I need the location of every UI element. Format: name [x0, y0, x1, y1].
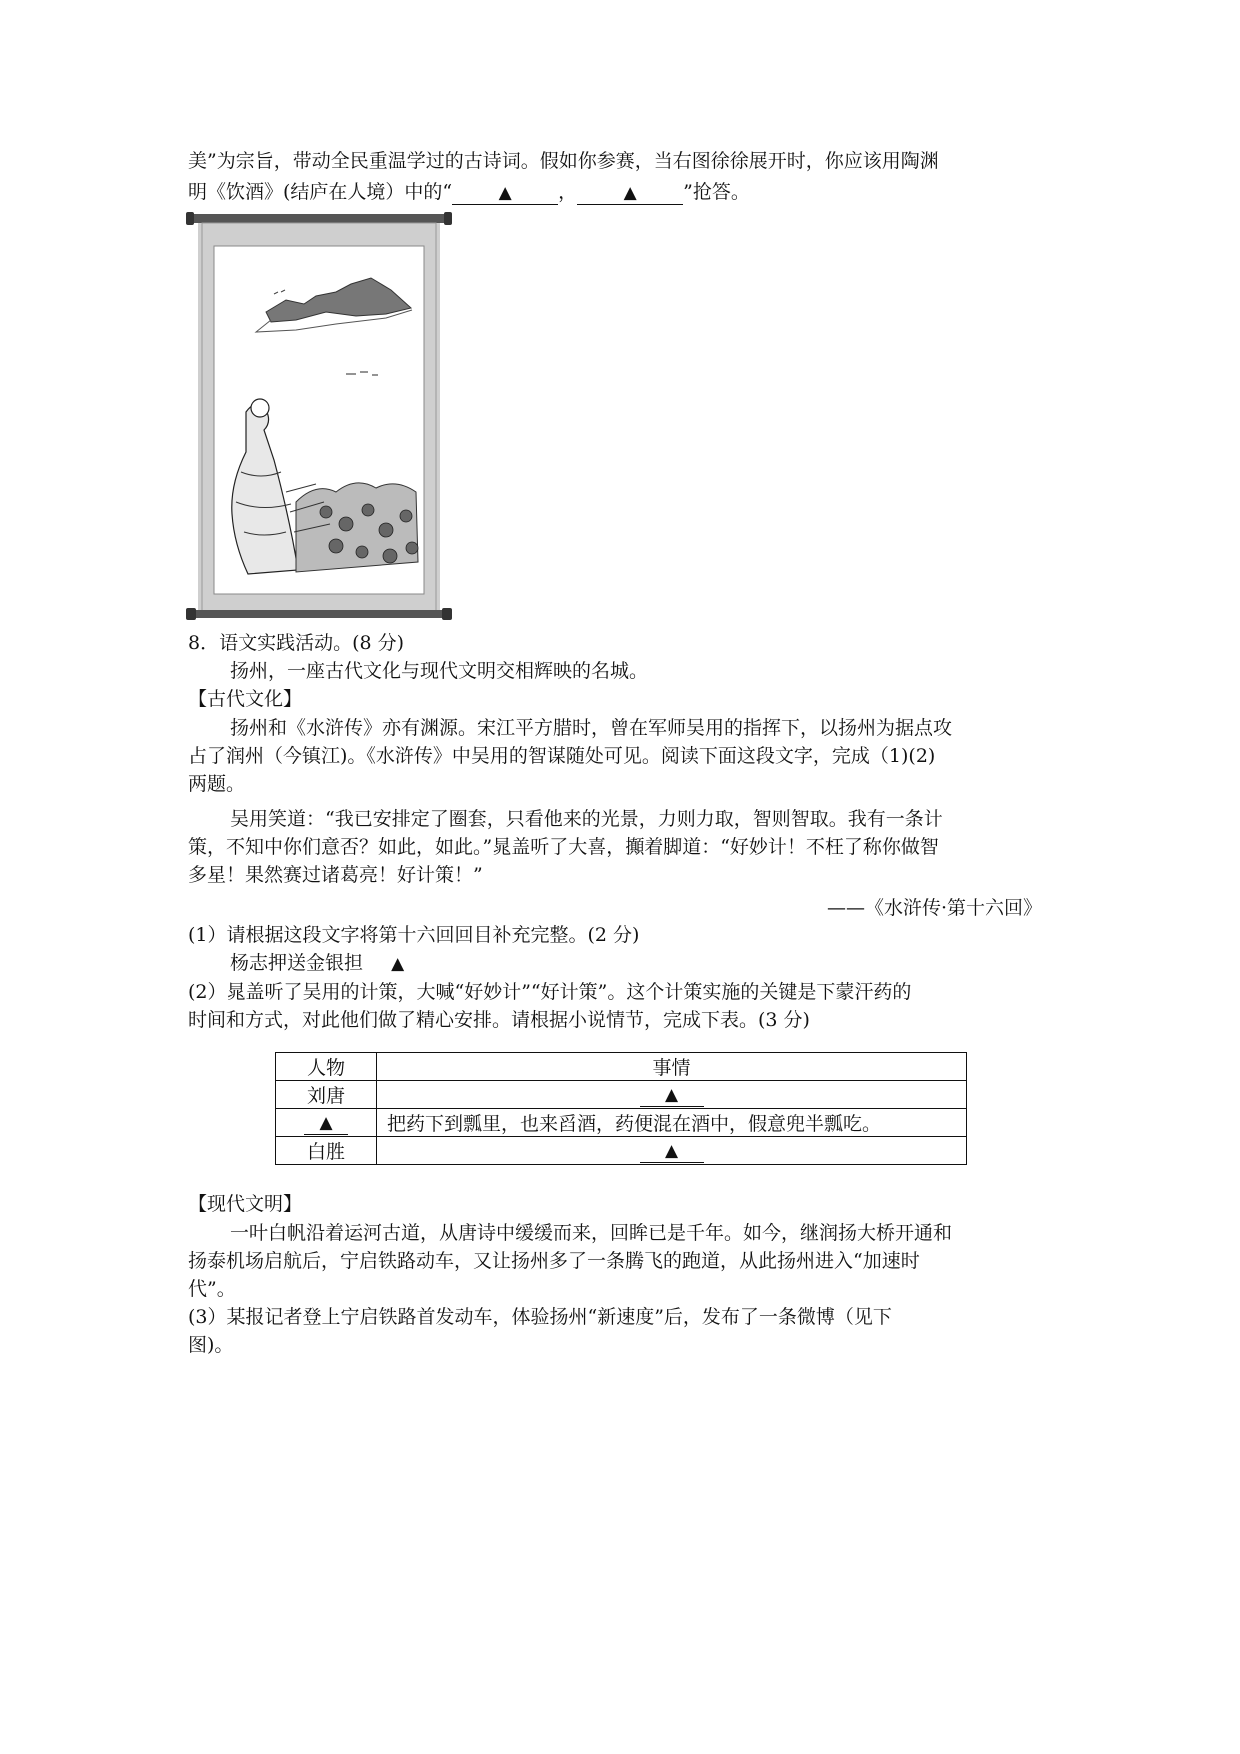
section-ancient-culture: 【古代文化】 [188, 688, 303, 710]
section-modern-civilization: 【现代文明】 [188, 1193, 303, 1215]
quote-line1: 吴用笑道：“我已安排定了圈套，只看他来的光景，力则力取，智则智取。我有一条计 [230, 808, 943, 830]
table-header-row [276, 1053, 967, 1081]
poem-question-prefix: 明《饮酒》(结庐在人境）中的“ [188, 181, 453, 203]
event-cell: ▲ [377, 1137, 967, 1165]
q8-title: 8．语文实践活动。(8 分) [188, 632, 405, 654]
event-cell: ▲ [377, 1081, 967, 1109]
comma: ， [558, 181, 578, 203]
paragraph1-line2: 占了润州（今镇江)。《水浒传》中吴用的智谋随处可见。阅读下面这段文字，完成（1)(2) [188, 745, 936, 767]
poem-question-suffix: ”抢答。 [683, 181, 750, 203]
hanging-scroll-painting-icon [186, 212, 452, 624]
q8-intro: 扬州，一座古代文化与现代文明交相辉映的名城。 [230, 660, 649, 682]
paragraph2-line1: 一叶白帆沿着运河古道，从唐诗中缓缓而来，回眸已是千年。如今，继润扬大桥开通和 [230, 1222, 953, 1244]
answer-blank-chapter: ▲ [391, 954, 405, 974]
sub-question-2-line1: (2）晁盖听了吴用的计策，大喊“好妙计”“好计策”。这个计策实施的关键是下蒙汗药的 [188, 981, 912, 1003]
plot-table [275, 1052, 967, 1165]
quote-line2: 策，不知中你们意否？如此，如此。”晁盖听了大喜，攧着脚道：“好妙计！不枉了称你做智 [188, 836, 939, 858]
table-row [276, 1081, 967, 1109]
sub-question-1-answer [230, 950, 404, 977]
event-cell: 把药下到瓢里，也来舀酒，药便混在酒中，假意兜半瓢吃。 [377, 1109, 967, 1137]
poem-question-line2 [188, 179, 750, 205]
quote-line3: 多星！果然赛过诸葛亮！好计策！” [188, 864, 483, 886]
paragraph2-line2: 扬泰机场启航后，宁启铁路动车，又让扬州多了一条腾飞的跑道，从此扬州进入“加速时 [188, 1250, 920, 1272]
chapter-title-prefix: 杨志押送金银担 [230, 952, 364, 974]
paragraph2-line3: 代”。 [188, 1278, 236, 1300]
quote-source: ——《水浒传·第十六回》 [826, 897, 1042, 919]
sub-question-2-line2: 时间和方式，对此他们做了精心安排。请根据小说情节，完成下表。(3 分) [188, 1009, 810, 1031]
sub-question-1: (1）请根据这段文字将第十六回回目补充完整。(2 分) [188, 924, 640, 946]
person-cell: 白胜 [276, 1137, 377, 1165]
poem-question-line1: 美”为宗旨，带动全民重温学过的古诗词。假如你参赛，当右图徐徐展开时，你应该用陶渊 [188, 150, 939, 172]
sub-question-3-line1: (3）某报记者登上宁启铁路首发动车，体验扬州“新速度”后，发布了一条微博（见下 [188, 1306, 892, 1328]
table-row [276, 1137, 967, 1165]
answer-blank-1: ▲ [452, 181, 558, 205]
sub-question-3-line2: 图)。 [188, 1334, 234, 1356]
header-person: 人物 [276, 1053, 377, 1081]
answer-blank-2: ▲ [577, 181, 683, 205]
table-row [276, 1109, 967, 1137]
person-cell: 刘唐 [276, 1081, 377, 1109]
paragraph1-line3: 两题。 [188, 773, 246, 795]
paragraph1-line1: 扬州和《水浒传》亦有渊源。宋江平方腊时，曾在军师吴用的指挥下，以扬州为据点攻 [230, 717, 953, 739]
person-cell: ▲ [276, 1109, 377, 1137]
header-event: 事情 [377, 1053, 967, 1081]
